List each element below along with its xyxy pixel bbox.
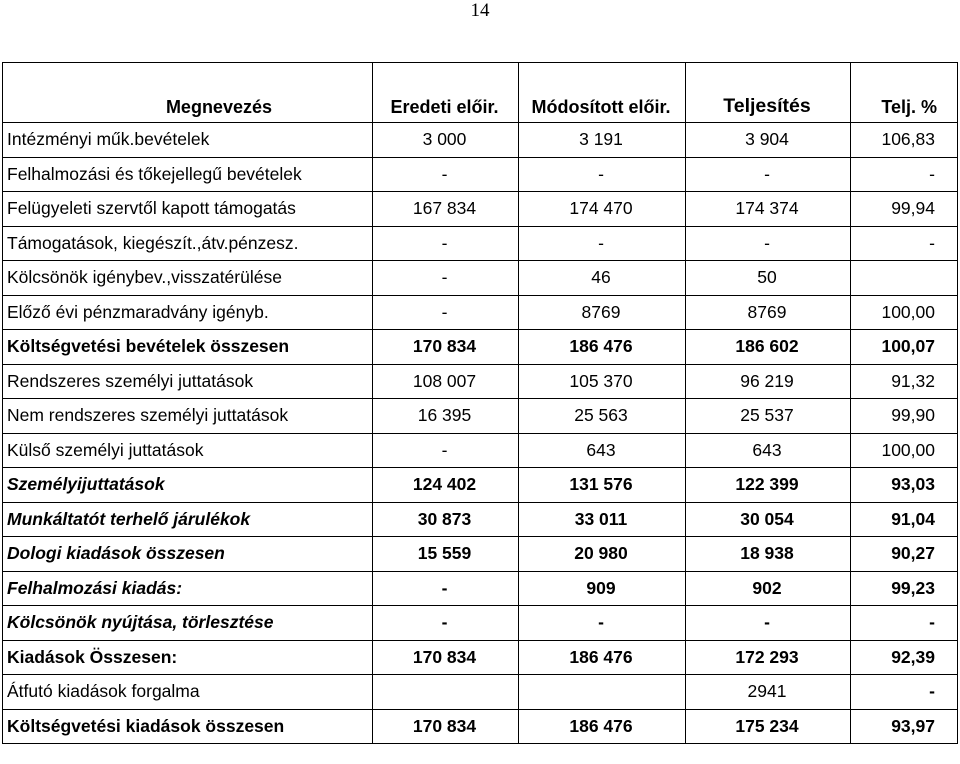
cell-eredeti: - xyxy=(373,226,519,261)
table-row xyxy=(3,502,958,537)
cell-label: Költségvetési bevételek összesen xyxy=(3,330,373,365)
cell-label: Nem rendszeres személyi juttatások xyxy=(3,399,373,434)
cell-telj-pct: - xyxy=(851,606,958,641)
cell-eredeti: 15 559 xyxy=(373,537,519,572)
cell-telj-pct: 90,27 xyxy=(851,537,958,572)
cell-eredeti: 16 395 xyxy=(373,399,519,434)
cell-modositott: 8769 xyxy=(519,295,686,330)
cell-eredeti: - xyxy=(373,295,519,330)
cell-label: Dologi kiadások összesen xyxy=(3,537,373,572)
header-teljesites: Teljesítés xyxy=(686,63,851,123)
table-row xyxy=(3,399,958,434)
cell-teljesites: 30 054 xyxy=(686,502,851,537)
cell-eredeti: - xyxy=(373,606,519,641)
cell-modositott: 909 xyxy=(519,571,686,606)
cell-label: Előző évi pénzmaradvány igényb. xyxy=(3,295,373,330)
cell-label: Támogatások, kiegészít.,átv.pénzesz. xyxy=(3,226,373,261)
cell-eredeti: - xyxy=(373,433,519,468)
cell-teljesites: 18 938 xyxy=(686,537,851,572)
cell-eredeti: 124 402 xyxy=(373,468,519,503)
cell-modositott: 20 980 xyxy=(519,537,686,572)
cell-teljesites: 96 219 xyxy=(686,364,851,399)
cell-eredeti: - xyxy=(373,261,519,296)
cell-eredeti: 3 000 xyxy=(373,123,519,158)
cell-teljesites: - xyxy=(686,606,851,641)
cell-teljesites: 8769 xyxy=(686,295,851,330)
cell-telj-pct: 106,83 xyxy=(851,123,958,158)
header-telj-pct: Telj. % xyxy=(851,63,958,123)
table-row xyxy=(3,295,958,330)
cell-label: Felhalmozási kiadás: xyxy=(3,571,373,606)
table-row xyxy=(3,364,958,399)
cell-teljesites: 122 399 xyxy=(686,468,851,503)
cell-label: Kölcsönök igénybev.,visszatérülése xyxy=(3,261,373,296)
table-row xyxy=(3,468,958,503)
cell-eredeti: 170 834 xyxy=(373,640,519,675)
table-row xyxy=(3,571,958,606)
cell-teljesites: 3 904 xyxy=(686,123,851,158)
cell-telj-pct: 99,90 xyxy=(851,399,958,434)
cell-teljesites: - xyxy=(686,157,851,192)
cell-teljesites: 2941 xyxy=(686,675,851,710)
cell-label: Felhalmozási és tőkejellegű bevételek xyxy=(3,157,373,192)
cell-label: Személyijuttatások xyxy=(3,468,373,503)
cell-teljesites: 186 602 xyxy=(686,330,851,365)
cell-modositott: - xyxy=(519,606,686,641)
cell-teljesites: 175 234 xyxy=(686,709,851,744)
cell-modositott: 46 xyxy=(519,261,686,296)
cell-teljesites: 902 xyxy=(686,571,851,606)
table-row xyxy=(3,192,958,227)
cell-telj-pct: 93,03 xyxy=(851,468,958,503)
cell-eredeti: 30 873 xyxy=(373,502,519,537)
cell-eredeti: 108 007 xyxy=(373,364,519,399)
cell-modositott: 186 476 xyxy=(519,330,686,365)
cell-telj-pct: - xyxy=(851,675,958,710)
cell-label: Felügyeleti szervtől kapott támogatás xyxy=(3,192,373,227)
cell-teljesites: 25 537 xyxy=(686,399,851,434)
table-row xyxy=(3,123,958,158)
cell-telj-pct xyxy=(851,261,958,296)
header-megnevezes: Megnevezés xyxy=(3,63,373,123)
cell-modositott: 643 xyxy=(519,433,686,468)
cell-telj-pct: 91,04 xyxy=(851,502,958,537)
cell-eredeti: 170 834 xyxy=(373,330,519,365)
budget-table xyxy=(2,62,958,744)
cell-telj-pct: 100,07 xyxy=(851,330,958,365)
cell-modositott: 174 470 xyxy=(519,192,686,227)
cell-modositott: 186 476 xyxy=(519,640,686,675)
cell-telj-pct: 100,00 xyxy=(851,295,958,330)
table-row xyxy=(3,606,958,641)
cell-label: Külső személyi juttatások xyxy=(3,433,373,468)
cell-label: Költségvetési kiadások összesen xyxy=(3,709,373,744)
cell-label: Átfutó kiadások forgalma xyxy=(3,675,373,710)
cell-teljesites: 643 xyxy=(686,433,851,468)
table-row xyxy=(3,261,958,296)
cell-label: Munkáltatót terhelő járulékok xyxy=(3,502,373,537)
table-row xyxy=(3,537,958,572)
page-number: 14 xyxy=(470,0,490,21)
cell-telj-pct: 100,00 xyxy=(851,433,958,468)
cell-modositott: 105 370 xyxy=(519,364,686,399)
cell-modositott: 3 191 xyxy=(519,123,686,158)
cell-telj-pct: 99,23 xyxy=(851,571,958,606)
table-row xyxy=(3,709,958,744)
cell-eredeti: - xyxy=(373,571,519,606)
cell-modositott: 131 576 xyxy=(519,468,686,503)
table-row xyxy=(3,433,958,468)
cell-teljesites: 172 293 xyxy=(686,640,851,675)
cell-modositott: - xyxy=(519,226,686,261)
cell-eredeti: 167 834 xyxy=(373,192,519,227)
table-row xyxy=(3,226,958,261)
cell-teljesites: - xyxy=(686,226,851,261)
table-row xyxy=(3,675,958,710)
cell-label: Kiadások Összesen: xyxy=(3,640,373,675)
header-modositott: Módosított előir. xyxy=(519,63,686,123)
table-header-row xyxy=(3,63,958,123)
cell-modositott: 25 563 xyxy=(519,399,686,434)
cell-telj-pct: 91,32 xyxy=(851,364,958,399)
table-row xyxy=(3,640,958,675)
table-row xyxy=(3,157,958,192)
cell-teljesites: 50 xyxy=(686,261,851,296)
cell-modositott: 33 011 xyxy=(519,502,686,537)
cell-eredeti: - xyxy=(373,157,519,192)
cell-label: Intézményi műk.bevételek xyxy=(3,123,373,158)
cell-eredeti: 170 834 xyxy=(373,709,519,744)
cell-telj-pct: 93,97 xyxy=(851,709,958,744)
cell-modositott xyxy=(519,675,686,710)
header-eredeti: Eredeti előir. xyxy=(373,63,519,123)
cell-telj-pct: 99,94 xyxy=(851,192,958,227)
table-row xyxy=(3,330,958,365)
cell-telj-pct: - xyxy=(851,157,958,192)
cell-eredeti xyxy=(373,675,519,710)
cell-telj-pct: - xyxy=(851,226,958,261)
cell-teljesites: 174 374 xyxy=(686,192,851,227)
cell-label: Rendszeres személyi juttatások xyxy=(3,364,373,399)
cell-telj-pct: 92,39 xyxy=(851,640,958,675)
cell-modositott: 186 476 xyxy=(519,709,686,744)
cell-modositott: - xyxy=(519,157,686,192)
cell-label: Kölcsönök nyújtása, törlesztése xyxy=(3,606,373,641)
